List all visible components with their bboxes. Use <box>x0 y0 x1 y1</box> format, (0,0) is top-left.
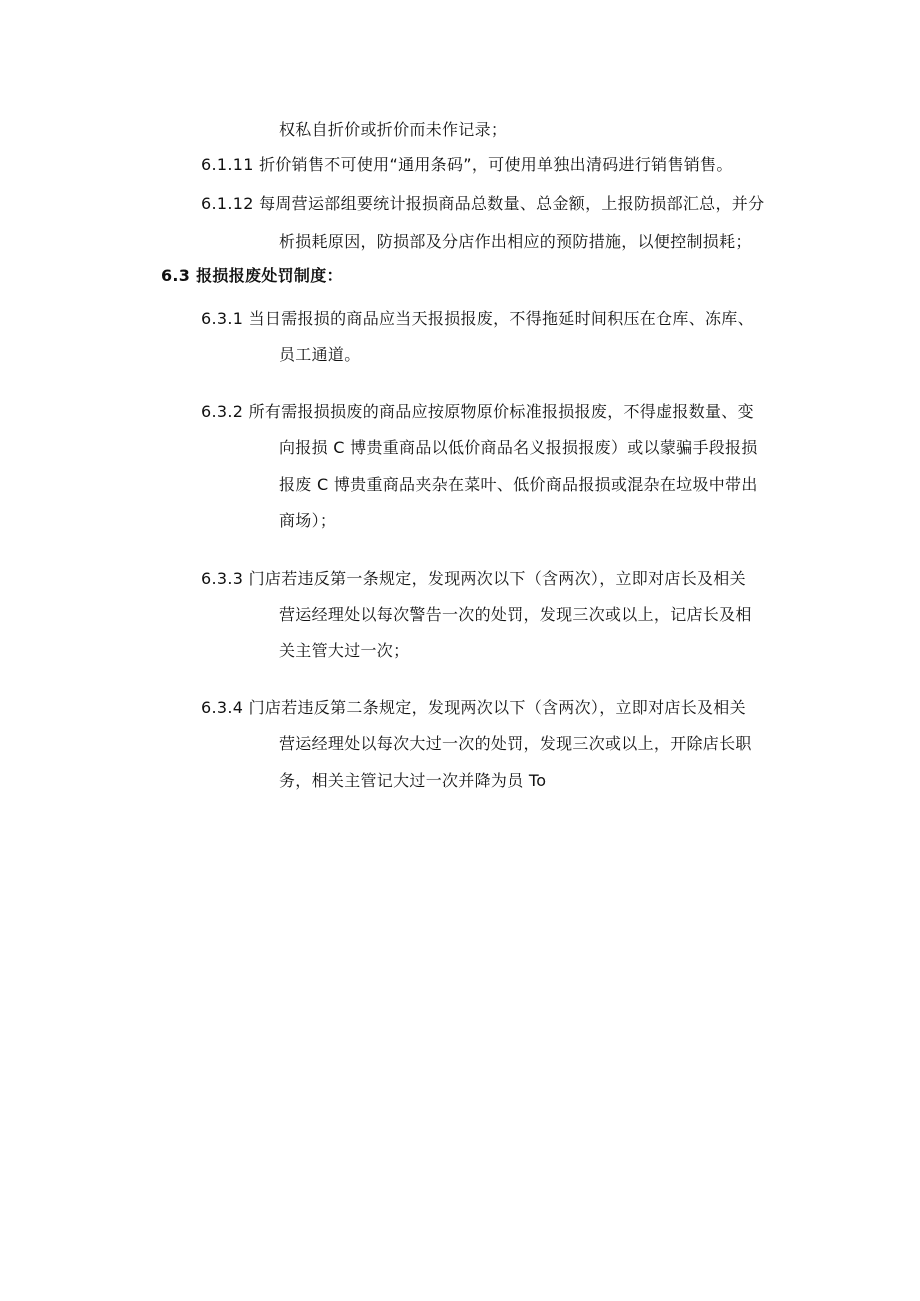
text-line: 营运经理处以每次大过一次的处罚，发现三次或以上，开除店长职 <box>279 734 752 753</box>
text-line: 6.1.12 每周营运部组要统计报损商品总数量、总金额，上报防损部汇总，并分 <box>201 194 765 213</box>
text-line: 6.3.3 门店若违反第一条规定，发现两次以下（含两次），立即对店长及相关 <box>201 569 746 588</box>
text-line: 关主管大过一次； <box>279 641 410 660</box>
text-line: 6.3.4 门店若违反第二条规定，发现两次以下（含两次），立即对店长及相关 <box>201 698 746 717</box>
text-line: 6.3.1 当日需报损的商品应当天报损报废，不得拖延时间积压在仓库、冻库、 <box>201 309 754 328</box>
text-line: 商场）； <box>279 511 337 530</box>
text-line: 务，相关主管记大过一次并降为员 To <box>279 771 547 790</box>
text-line: 员工通道。 <box>279 345 361 364</box>
section-heading: 6.3 报损报废处罚制度： <box>161 266 343 285</box>
text-line: 6.1.11 折价销售不可使用“通用条码”，可使用单独出清码进行销售销售。 <box>201 155 733 174</box>
text-line: 6.3.2 所有需报损损废的商品应按原物原价标准报损报废，不得虚报数量、变 <box>201 402 754 421</box>
text-line: 析损耗原因，防损部及分店作出相应的预防措施，以便控制损耗； <box>279 232 752 251</box>
text-line: 报废 C 博贵重商品夹杂在菜叶、低价商品报损或混杂在垃圾中带出 <box>279 475 758 494</box>
text-line: 权私自折价或折价而未作记录； <box>279 120 508 139</box>
text-line: 向报损 C 博贵重商品以低价商品名义报损报废）或以蒙骗手段报损 <box>279 438 758 457</box>
text-line: 营运经理处以每次警告一次的处罚，发现三次或以上，记店长及相 <box>279 605 752 624</box>
